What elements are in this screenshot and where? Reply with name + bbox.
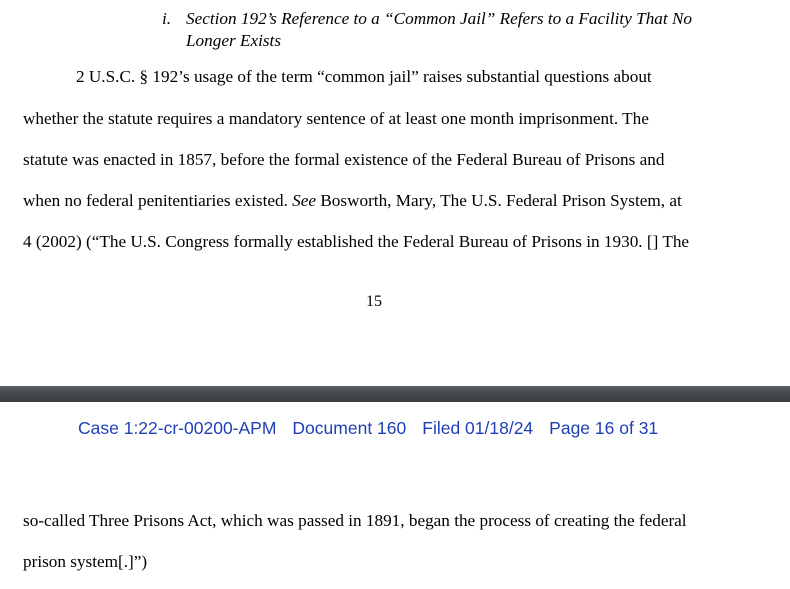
case-header-stamp [78, 416, 658, 440]
heading-numeral: i. [162, 9, 172, 28]
citation-signal: See [292, 191, 317, 210]
body-line-6: so-called Three Prisons Act, which was passed in 1891, began the process of creating the federal [23, 511, 687, 530]
page-count: Page 16 of 31 [549, 418, 659, 438]
case-number: Case 1:22-cr-00200-APM [78, 418, 277, 438]
page-number: 15 [366, 293, 382, 310]
filed-date: Filed 01/18/24 [422, 418, 534, 438]
body-line-5: 4 (2002) (“The U.S. Congress formally established the Federal Bureau of Prisons in 1930. [] The [23, 232, 690, 251]
body-line-4-end: Bosworth, Mary, The U.S. Federal Prison System, at [316, 191, 682, 210]
section-heading [162, 8, 762, 52]
heading-line-1: Section 192’s Reference to a “Common Jail” Refers to a Facility That No [186, 9, 693, 28]
body-line-7: prison system[.]”) [23, 552, 148, 571]
body-line-1: 2 U.S.C. § 192’s usage of the term “common jail” raises substantial questions about [76, 67, 652, 86]
heading-line-2: Longer Exists [186, 31, 282, 50]
body-line-4 [23, 190, 682, 212]
document-number: Document 160 [292, 418, 407, 438]
body-line-3: statute was enacted in 1857, before the formal existence of the Federal Bureau of Prisons and [23, 150, 665, 169]
body-line-2: whether the statute requires a mandatory sentence of at least one month imprisonment. The [23, 109, 649, 128]
page-separator [0, 386, 790, 402]
body-line-4-start: when no federal penitentiaries existed. [23, 191, 293, 210]
